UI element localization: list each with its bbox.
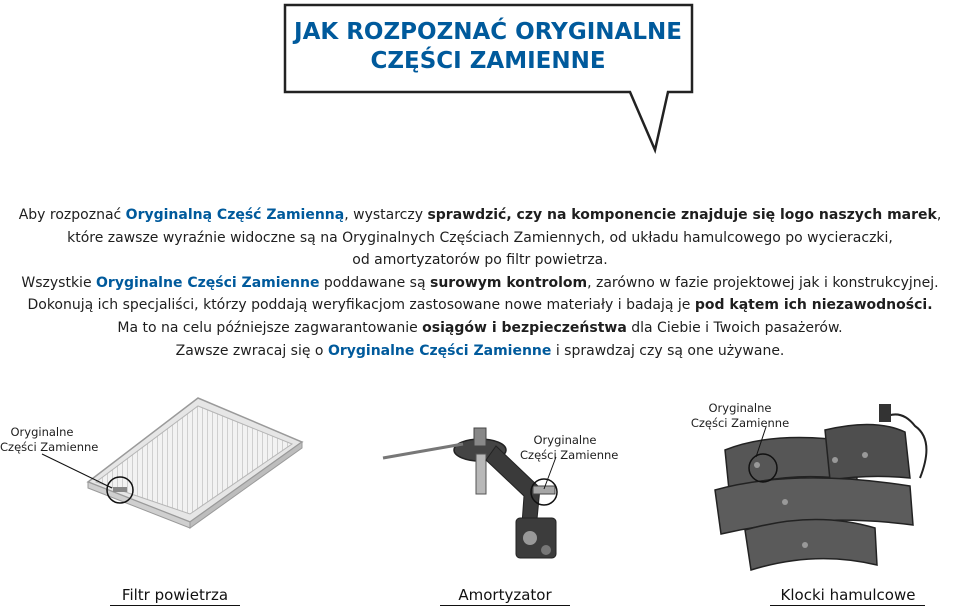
caption-shock-absorber: Amortyzator (458, 586, 552, 604)
p7-highlight: Oryginalne Części Zamienne (327, 342, 552, 359)
page-title (288, 18, 688, 76)
p4-emphasis: surowym kontrolom (430, 274, 588, 291)
brake-callout-line2: Części Zamienne (690, 415, 790, 430)
p6-emphasis: osiągów i bezpieczeństwa (422, 319, 627, 336)
caption-air-filter: Filtr powietrza (121, 586, 229, 604)
p4-text-a: Wszystkie (21, 274, 97, 291)
p4-highlight: Oryginalne Części Zamienne (96, 274, 320, 291)
paragraph-2: które zawsze wyraźnie widoczne są na Oryginalnych Częściach Zamiennych, od układu hamulcowego po wycieraczki, (67, 229, 893, 246)
brake-callout-line1: Oryginalne (708, 401, 772, 415)
paragraph-1 (0, 204, 960, 227)
caption-brake-pads-underline (770, 605, 925, 606)
paragraph-6 (0, 317, 960, 340)
p1-text-a: Aby rozpoznać (18, 207, 126, 223)
filter-callout-line1: Oryginalne (10, 425, 74, 439)
p1-text-e: , (936, 207, 942, 223)
p7-text-c: i sprawdzaj czy są one używane. (551, 342, 785, 359)
paragraph-5 (0, 294, 960, 317)
p4-text-e: , zarówno w fazie projektowej jak i konstrukcyjnej. (587, 274, 939, 291)
paragraph-3: od amortyzatorów po filtr powietrza. (352, 252, 608, 269)
intro-text (0, 204, 960, 362)
p6-text-a: Ma to na celu późniejsze zagwarantowanie (117, 319, 423, 336)
caption-brake-pads: Klocki hamulcowe (780, 586, 916, 604)
title-line-2: CZĘŚCI ZAMIENNE (370, 48, 606, 74)
title-line-1: JAK ROZPOZNAĆ ORYGINALNE (294, 19, 682, 45)
p5-emphasis: pod kątem ich niezawodności. (694, 297, 933, 314)
filter-callout (0, 425, 99, 454)
shock-callout-line1: Oryginalne (533, 433, 597, 447)
p1-text-c: , wystarczy (344, 207, 428, 223)
p4-text-c: poddawane są (319, 274, 430, 291)
paragraph-4 (0, 272, 960, 295)
p5-text-a: Dokonują ich specjaliści, którzy poddają weryfikacjom zastosowane nowe materiały i badają je (27, 297, 695, 314)
caption-air-filter-underline (110, 605, 240, 606)
paragraph-7 (0, 340, 960, 363)
caption-shock-absorber-underline (440, 605, 570, 606)
brake-callout (690, 401, 790, 430)
p1-emphasis: sprawdzić, czy na komponencie znajduje się logo naszych marek (427, 207, 937, 223)
brake-callout-line (730, 425, 780, 475)
shock-callout (520, 433, 619, 462)
p1-highlight: Oryginalną Część Zamienną (125, 207, 345, 223)
shock-callout-line2: Części Zamienne (520, 447, 619, 462)
p6-text-c: dla Ciebie i Twoich pasażerów. (626, 319, 843, 336)
p7-text-a: Zawsze zwracaj się o (175, 342, 328, 359)
filter-callout-line2: Części Zamienne (0, 439, 99, 454)
